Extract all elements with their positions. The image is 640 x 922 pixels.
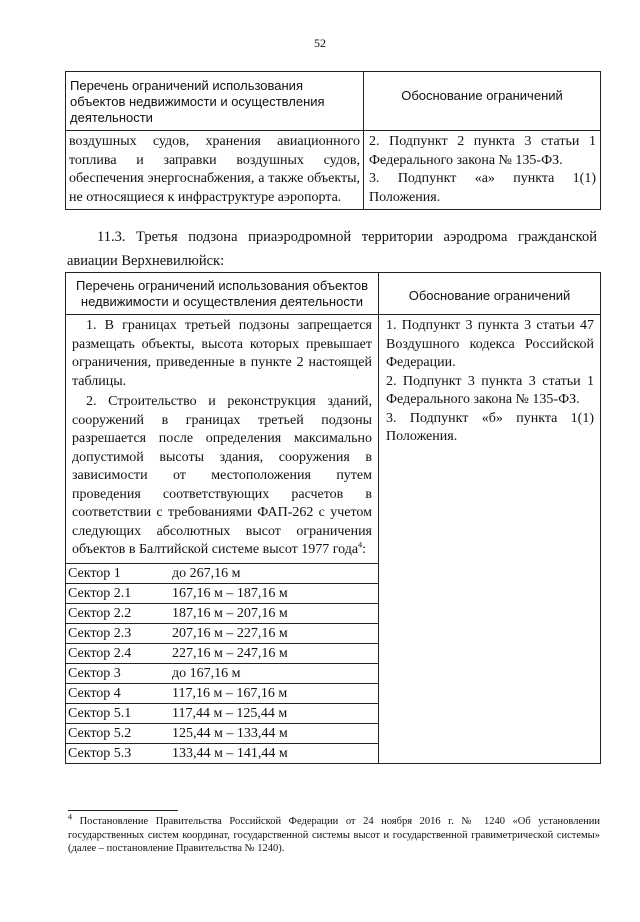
sector-row — [66, 624, 378, 644]
sector-height: 117,16 м – 167,16 м — [172, 685, 288, 701]
header-restrictions: Перечень ограничений использования объектов недвижимости и осуществления деятельности — [66, 273, 379, 315]
restrictions-table-continued — [65, 71, 601, 210]
sector-row — [66, 724, 378, 744]
sector-name: Сектор 2.3 — [68, 625, 132, 641]
sector-height: 125,44 м – 133,44 м — [172, 725, 288, 741]
justification-cell — [379, 315, 601, 764]
sector-list — [66, 563, 378, 763]
restriction-cell: воздушных судов, хранения авиационного топлива и заправки воздушных судов, обеспечения энергоснабжения, а также объекты, не относящиеся к инфраструктуре аэропорта. — [66, 131, 364, 210]
sector-name: Сектор 2.2 — [68, 605, 132, 621]
sector-name: Сектор 5.1 — [68, 705, 132, 721]
section-heading — [67, 225, 597, 273]
sector-height: 167,16 м – 187,16 м — [172, 585, 288, 601]
paragraph-text: 1. В границах третьей подзоны запрещается размещать объекты, высота которых превышает ограничения, приведенные в пункте 2 настоящей таблицы. — [72, 318, 372, 389]
sector-name: Сектор 1 — [68, 565, 121, 581]
justification-item: 3. Подпункт «а» пункта 1(1) Положения. — [369, 171, 596, 205]
restriction-paragraph — [66, 315, 378, 391]
sector-row — [66, 684, 378, 704]
sector-row — [66, 744, 378, 763]
table-header-row — [66, 273, 601, 315]
sector-height: 187,16 м – 207,16 м — [172, 605, 288, 621]
footnote — [68, 812, 601, 856]
footnote-divider — [68, 810, 178, 811]
sector-name: Сектор 4 — [68, 685, 121, 701]
header-restrictions: Перечень ограничений использования объектов недвижимости и осуществления деятельности — [66, 72, 364, 131]
sector-height: до 167,16 м — [172, 665, 241, 681]
header-justification: Обоснование ограничений — [364, 72, 601, 131]
header-justification: Обоснование ограничений — [379, 273, 601, 315]
sector-height: до 267,16 м — [172, 565, 241, 581]
table-header-row — [66, 72, 601, 131]
restriction-paragraph — [66, 391, 378, 560]
table-row — [66, 315, 601, 764]
justification-item: 3. Подпункт «б» пункта 1(1) Положения. — [386, 410, 594, 444]
sector-name: Сектор 3 — [68, 665, 121, 681]
sector-name: Сектор 5.2 — [68, 725, 132, 741]
sector-row — [66, 664, 378, 684]
sector-height: 227,16 м – 247,16 м — [172, 645, 288, 661]
sector-row — [66, 564, 378, 584]
justification-cell — [364, 131, 601, 210]
sector-row — [66, 584, 378, 604]
page-number: 52 — [314, 36, 326, 50]
footnote-ref: 4 — [358, 540, 363, 550]
paragraph-text: 2. Строительство и реконструкция зданий, сооружений в границах третьей подзоны разрешается после определения максимально допустимой высоты здания, сооружения в зависимости от местоположения путем проведения соответствующих расчетов в соответствии с требованиями ФАП-262 с учетом следующих абсолютных высот ограничения объектов в Балтийской системе высот 1977 года — [72, 394, 372, 557]
justification-item: 2. Подпункт 2 пункта 3 статьи 1 Федерального закона № 135-ФЗ. — [369, 134, 596, 168]
sector-name: Сектор 2.4 — [68, 645, 132, 661]
sector-height: 207,16 м – 227,16 м — [172, 625, 288, 641]
third-subzone-table — [65, 272, 601, 764]
section-text: 11.3. Третья подзона приаэродромной территории аэродрома гражданской авиации Верхневилюйск: — [67, 229, 597, 269]
sector-name: Сектор 5.3 — [68, 745, 132, 761]
sector-height: 133,44 м – 141,44 м — [172, 745, 288, 761]
restriction-cell — [66, 315, 379, 764]
sector-height: 117,44 м – 125,44 м — [172, 705, 288, 721]
footnote-text: Постановление Правительства Российской Федерации от 24 ноября 2016 г. № 1240 «Об установлении государственных систем координат, государственной системы высот и государственной гравиметрической системы» (далее – постановление Правительства № 1240). — [68, 816, 601, 854]
footnote-mark: 4 — [68, 812, 72, 822]
justification-item: 2. Подпункт 3 пункта 3 статьи 1 Федерального закона № 135-ФЗ. — [386, 373, 594, 407]
table-row — [66, 131, 601, 210]
sector-row — [66, 704, 378, 724]
paragraph-end: : — [362, 542, 366, 557]
sector-row — [66, 644, 378, 664]
justification-item: 1. Подпункт 3 пункта 3 статьи 47 Воздушного кодекса Российской Федерации. — [386, 318, 594, 370]
sector-name: Сектор 2.1 — [68, 585, 132, 601]
sector-row — [66, 604, 378, 624]
